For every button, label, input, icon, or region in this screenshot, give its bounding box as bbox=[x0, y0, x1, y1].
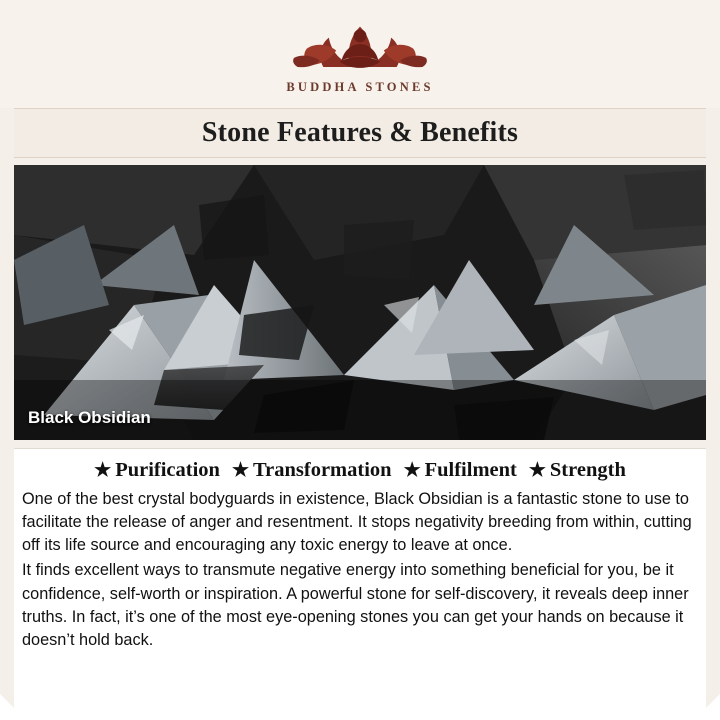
description-text bbox=[22, 488, 698, 652]
benefit-item bbox=[404, 459, 517, 482]
benefit-item bbox=[94, 459, 220, 482]
brand-header bbox=[0, 0, 720, 108]
hero-caption: Black Obsidian bbox=[28, 408, 151, 427]
benefit-item bbox=[232, 459, 392, 482]
corner-decor-bottom-right bbox=[694, 694, 720, 720]
benefit-label: Strength bbox=[549, 459, 626, 481]
lotus-meditation-icon bbox=[285, 12, 435, 78]
page-title: Stone Features & Benefits bbox=[201, 117, 519, 148]
star-icon: ★ bbox=[231, 460, 249, 481]
benefit-label: Purification bbox=[115, 459, 220, 481]
benefit-item bbox=[529, 459, 626, 482]
description-paragraph-1: One of the best crystal bodyguards in existence, Black Obsidian is a fantastic stone to use to facilitate the release of anger and resentment. It stops negativity breeding from within, cutting off its life source and encouraging any toxic energy to leave at once. bbox=[22, 490, 692, 555]
benefit-label: Fulfilment bbox=[424, 459, 517, 481]
star-icon: ★ bbox=[403, 460, 421, 481]
corner-decor-bottom-left bbox=[0, 694, 26, 720]
description-paragraph-2: It finds excellent ways to transmute negative energy into something beneficial for you, be it confidence, self-worth or inspiration. A powerful stone for self-discovery, it reveals deep inner truths. In fact, it’s one of the most eye-opening stones you can get your hands on because it doesn’t hold back. bbox=[22, 561, 689, 649]
content-panel bbox=[14, 448, 706, 720]
benefit-label: Transformation bbox=[253, 459, 392, 481]
hero-image bbox=[14, 165, 706, 440]
section-title-bar bbox=[14, 108, 706, 158]
star-icon: ★ bbox=[528, 460, 546, 481]
star-icon: ★ bbox=[94, 460, 112, 481]
benefits-list bbox=[22, 459, 698, 482]
brand-name: BUDDHA STONES bbox=[286, 80, 434, 94]
